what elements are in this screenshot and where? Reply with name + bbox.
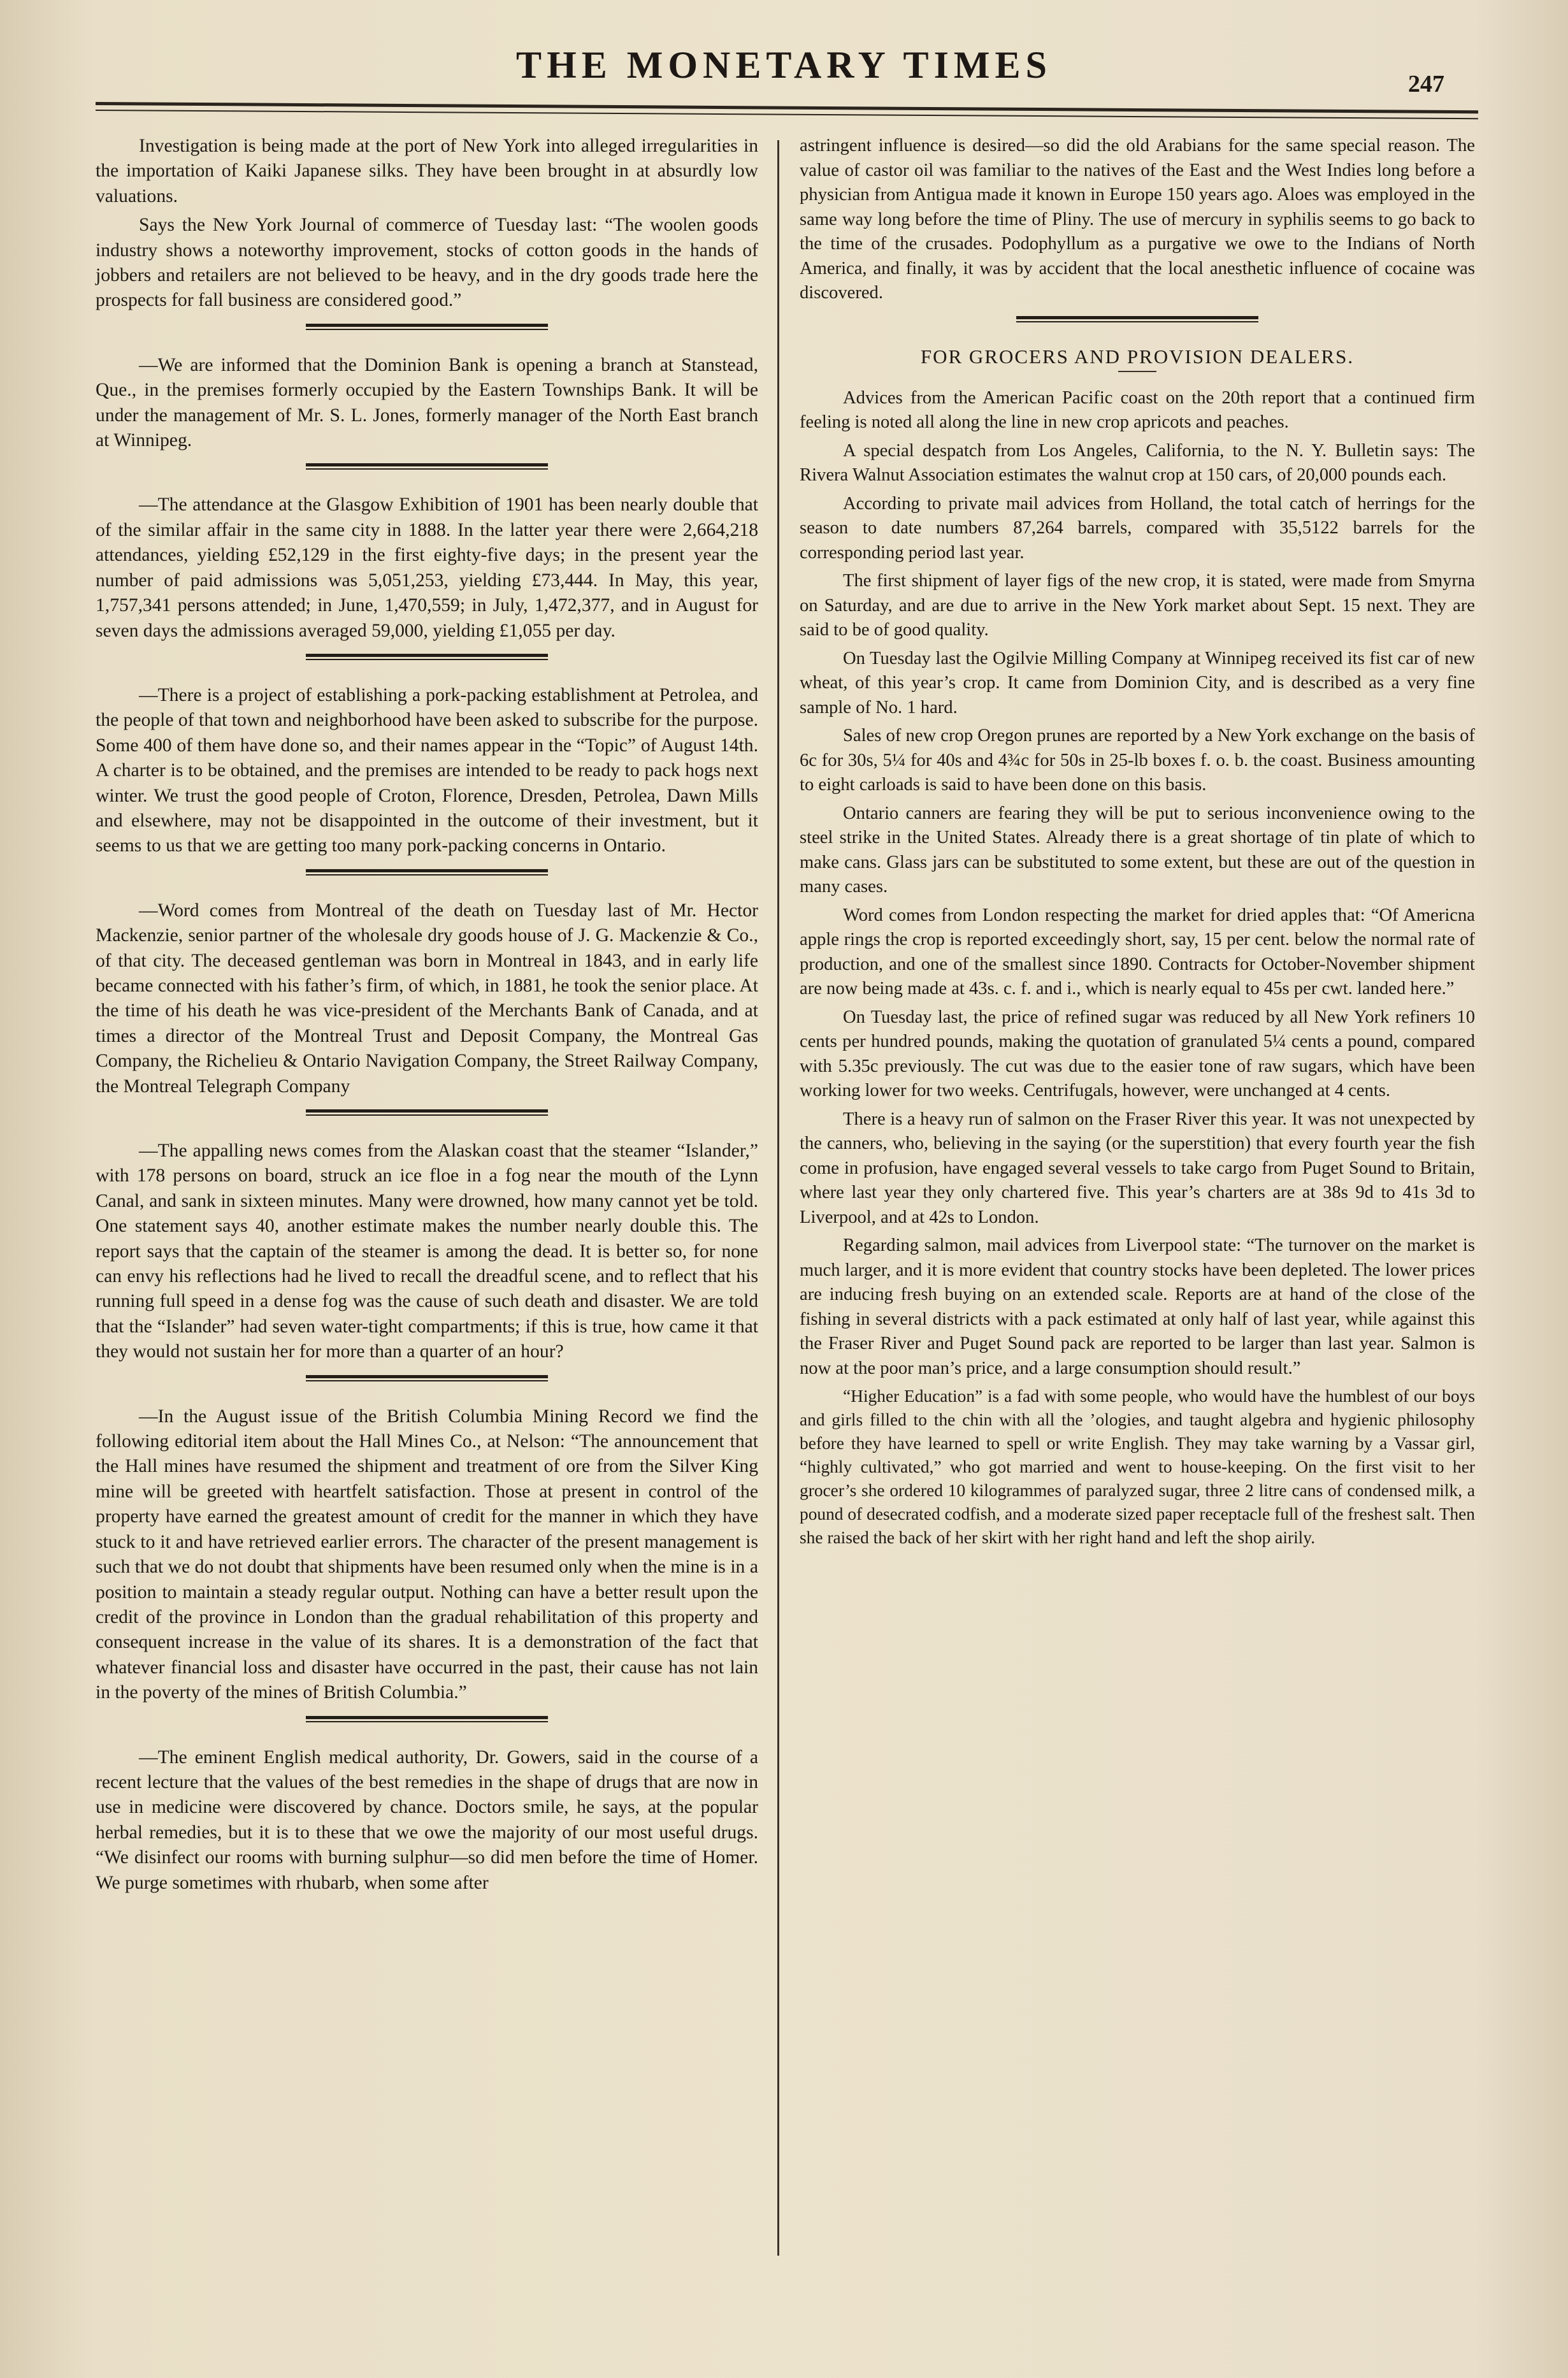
right-column [800,134,1475,1553]
section-divider [306,322,548,331]
page-number: 247 [1408,71,1444,97]
news-item [96,898,758,1099]
paragraph: astringent influence is desired—so did the old Arabians for the same special reason. The value of castor oil was familiar to the natives of the East and the West Indies long before a physician from Antigua made it known in Europe 150 years ago. Aloes was employed in the same way long before the time of Pliny. The use of mercury in syphilis seems to go back to the time of the crusades. Podophyllum as a purgative we owe to the Indians of North America, and finally, it was by accident that the local anesthetic influence of cocaine was discovered. [800,136,1475,303]
paragraph: According to private mail advices from Holland, the total catch of herrings for the season to date numbers 87,264 barrels, compared with 35,5122 barrels for the corresponding period last year. [800,493,1475,563]
section-divider [306,652,548,661]
paragraph: The first shipment of layer figs of the new crop, it is stated, were made from Smyrna on Saturday, and are due to arrive in the New York market about Sept. 15 next. They are said to be of good quality. [800,571,1475,640]
column-separator [777,140,779,2256]
paragraph: On Tuesday last, the price of refined sugar was reduced by all New York refiners 10 cents per hundred pounds, making the quotation of granulated 5¼ cents a pound, compared with 5.35c previously. The cut was due to the easier tone of raw sugars, which have been working lower for two weeks. Centrifugals, however, were unchanged at 4 cents. [800,1007,1475,1100]
paragraph: —There is a project of establishing a pork-packing establishment at Petrolea, and the people of that town and neighborhood have been asked to subscribe for the purpose. Some 400 of them have done so, and their names appear in the “Topic” of August 14th. A charter is to be obtained, and the premises are intended to be ready to pack hogs next winter. We trust the good people of Croton, Florence, Dresden, Petrolea, Dawn Mills and elsewhere, may not be disappointed in the outcome of their investment, but it seems to us that we are getting too many pork-packing concerns in Ontario. [96,684,758,856]
section-divider [306,462,548,471]
paragraph: —The appalling news comes from the Alaskan coast that the steamer “Islander,” with 178 persons on board, struck an ice floe in a fog near the mouth of the Lynn Canal, and sank in sixteen minutes. Many were drowned, how many cannot yet be told. One statement says 40, another estimate makes the number nearly double this. The report says that the captain of the steamer is among the dead. It is better so, for none can envy his reflections had he lived to recall the dreadful scene, and to reflect that his running full speed in a dense fog was the cause of such death and disaster. We are told that the “Islander” had seven water-tight compartments; if this is true, how came it that they would not sustain her for more than a quarter of an hour? [96,1141,758,1362]
paragraph: —Word comes from Montreal of the death on Tuesday last of Mr. Hector Mackenzie, senior partner of the wholesale dry goods house of J. G. Mackenzie & Co., of that city. The deceased gentleman was born in Montreal in 1843, and in early life became connected with his father’s firm, of which, in 1881, he took the senior place. At the time of his death he was vice-president of the Merchants Bank of Canada, and at times a director of the Montreal Trust and Deposit Company, the Montreal Gas Company, the Richelieu & Ontario Navigation Company, the Street Railway Company, the Montreal Telegraph Company [96,900,758,1097]
section-divider [306,868,548,877]
news-item [96,1745,758,1896]
paragraph: Advices from the American Pacific coast on the 20th report that a continued firm feeling is noted all along the line in new crop apricots and peaches. [800,387,1475,432]
left-column [96,134,758,1899]
paragraph: —In the August issue of the British Columbia Mining Record we find the following editorial item about the Hall Mines Co., at Nelson: “The announcement that the Hall mines have resumed the shipment and treatment of ore from the Silver King mine will be greeted with heartfelt satisfaction. Those at present in control of the property have earned the greatest amount of credit for the manner in which they have stuck to it and have retrieved earlier errors. The character of the present management is such that we do not doubt that shipments have been resumed only when the mine is in a position to maintain a steady regular output. Nothing can have a better result upon the credit of the province in London than the gradual rehabilitation of this property and consequent increase in the value of its shares. It is a demonstration of the fact that whatever financial loss and disaster have occurred in the past, their cause has not lain in the poverty of the mines of British Columbia.” [96,1406,758,1703]
news-item [96,353,758,454]
masthead-title: THE MONETARY TIMES [516,44,1052,86]
news-item [96,1404,758,1706]
paragraph: On Tuesday last the Ogilvie Milling Company at Winnipeg received its fist car of new wheat, of this year’s crop. It came from Dominion City, and is described as a very fine sample of No. 1 hard. [800,648,1475,717]
paragraph: Word comes from London respecting the market for dried apples that: “Of Americna apple rings the crop is reported exceedingly short, say, 15 per cent. below the normal rate of production, and one of the smallest since 1890. Contracts for October-November shipment are now being made at 43s. c. f. and i., which is nearly equal to 45s per cwt. landed here.” [800,905,1475,998]
section-divider [1016,315,1258,324]
paragraph: Ontario canners are fearing they will be put to serious inconvenience owing to the steel strike in the United States. Already there is a great shortage of tin plate of which to make cans. Glass jars can be substituted to some extent, but these are out of the question in many cases. [800,803,1475,897]
paragraph: Says the New York Journal of commerce of Tuesday last: “The woolen goods industry shows a noteworthy improvement, stocks of cotton goods in the hands of jobbers and retailers are not believed to be heavy, and in the dry goods trade here the prospects for fall business are considered good.” [96,215,758,311]
news-item [96,493,758,643]
section-heading: FOR GROCERS AND PROVISION DEALERS. [920,345,1355,368]
section-divider [306,1108,548,1117]
paragraph: Sales of new crop Oregon prunes are reported by a New York exchange on the basis of 6c for 30s, 5¼ for 40s and 4¾c for 50s in 25-lb boxes f. o. b. the coast. Business amounting to eight carloads is said to have been done on this basis. [800,726,1475,795]
paragraph: Regarding salmon, mail advices from Liverpool state: “The turnover on the market is much larger, and it is more evident that country stocks have been depleted. The lower prices are inducing fresh buying on an extended scale. Reports are at hand of the close of the fishing in several districts with a pack estimated at only half of last year, while against this the Fraser River and Puget Sound pack are reported to be larger than last year. Salmon is now at the poor man’s price, and a large consumption should result.” [800,1236,1475,1378]
news-item [96,683,758,859]
paragraph: A special despatch from Los Angeles, California, to the N. Y. Bulletin says: The Rivera Walnut Association estimates the walnut crop at 150 cars, of 20,000 pounds each. [800,440,1475,485]
paragraph: “Higher Education” is a fad with some people, who would have the humblest of our boys and girls filled to the chin with all the ’ologies, and taught algebra and hygienic philosophy before they have learned to spell or write English. They may take warning by a Vassar girl, “highly cultivated,” who got married and went to house-keeping. On the first visit to her grocer’s she ordered 10 kilogrammes of paralyzed sugar, three 2 litre cans of condensed milk, a pound of desecrated codfish, and a moderate sized paper receptacle full of the freshest salt. Then she raised the back of her skirt with her right hand and left the shop airily. [800,1387,1475,1547]
news-item [96,1139,758,1365]
heading-rule [1118,371,1156,372]
news-item [96,134,758,313]
paragraph: Investigation is being made at the port of New York into alleged irregularities in the importation of Kaiki Japanese silks. They have been brought in at absurdly low valuations. [96,136,758,206]
paragraph: There is a heavy run of salmon on the Fraser River this year. It was not unexpected by the canners, who, believing in the saying (or the superstition) that every fourth year the fish come in profusion, have engaged several vessels to take cargo from Puget Sound to Britain, where last year they only chartered five. This year’s charters are at 38s 9d to 41s 3d to Liverpool, and at 42s to London. [800,1109,1475,1227]
paragraph: —We are informed that the Dominion Bank is opening a branch at Stanstead, Que., in the premises formerly occupied by the Eastern Townships Bank. It will be under the management of Mr. S. L. Jones, formerly manager of the North East branch at Winnipeg. [96,354,758,451]
section-divider [306,1715,548,1724]
section-divider [306,1374,548,1383]
paragraph: —The attendance at the Glasgow Exhibition of 1901 has been nearly double that of the similar affair in the same city in 1888. In the latter year there were 2,664,218 attendances, yielding £52,129 in the first eighty-five days; in the present year the number of paid admissions was 5,051,253, yielding £73,444. In May, this year, 1,757,341 persons attended; in June, 1,470,559; in July, 1,472,377, and in August for seven days the admissions averaged 59,000, yielding £1,055 per day. [96,494,758,641]
paragraph: —The eminent English medical authority, Dr. Gowers, said in the course of a recent lecture that the values of the best remedies in the shape of drugs that are now in use in medicine were discovered by chance. Doctors smile, he says, at the popular herbal remedies, but it is to these that we owe the majority of our most useful drugs. “We disinfect our rooms with burning sulphur—so did men before the time of Homer. We purge sometimes with rhubarb, when some after [96,1747,758,1893]
